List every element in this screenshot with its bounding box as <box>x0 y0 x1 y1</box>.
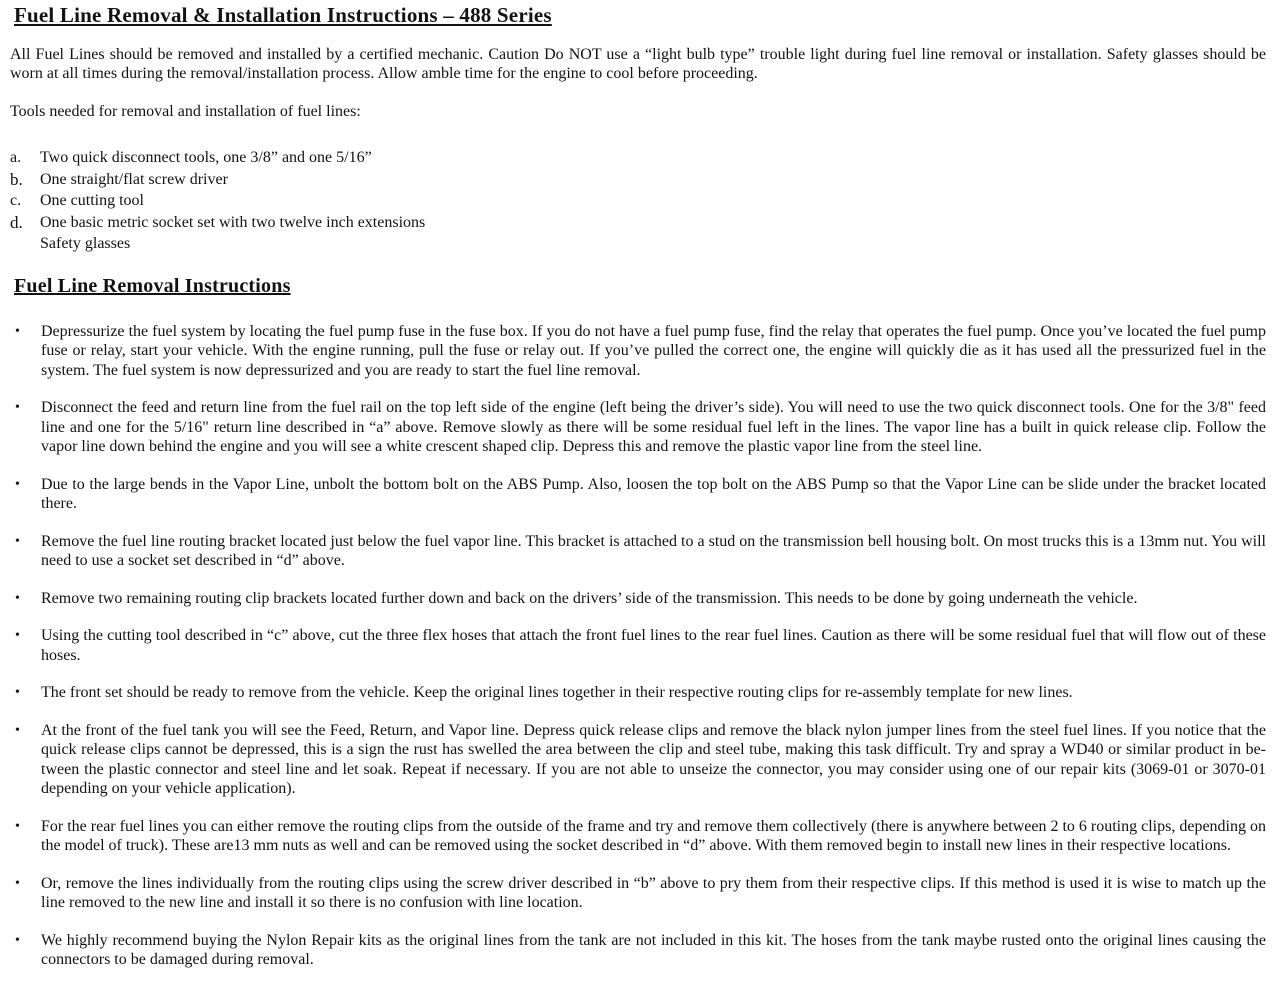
bullet-icon: • <box>15 685 20 700</box>
list-item-text: We highly recommend buying the Nylon Repair kits as the original lines from the tank are not included in this kit. The hoses from the tank maybe rusted onto the original lines causing the connectors to be damaged during removal. <box>41 931 1266 968</box>
list-item-text: Disconnect the feed and return line from the fuel rail on the top left side of the engine (left being the driver’s side). You will need to use the two quick disconnect tools. One for the 3/8" feed line and one for the 5/16" return line described in “a” above. Remove slowly as there will be some residual fuel left in the lines. The vapor line has a built in quick release clip. Follow the vapor line down behind the engine and you will see a white crescent shaped clip. Depress this and remove the plastic vapor line from the steel line. <box>41 399 1266 455</box>
intro-paragraph: All Fuel Lines should be removed and installed by a certified mechanic. Caution Do NOT use a “light bulb type” trouble light during fuel line removal or installation. Safety glasses should be worn at all times during the removal/installation process. Allow amble time for the engine to cool before proceeding. <box>10 46 1266 82</box>
document-title: Fuel Line Removal & Installation Instructions – 488 Series <box>14 3 552 27</box>
list-item-text: For the rear fuel lines you can either remove the routing clips from the outside of the frame and try and remove them collectively (there is anywhere between 2 to 6 routing clips, depending on the model of truck). These are13 mm nuts as well and can be removed using the socket described in “d” above. With them removed begin to install new lines in their respective locations. <box>41 817 1266 854</box>
bullet-icon: • <box>15 323 20 339</box>
bullet-icon: • <box>15 476 20 492</box>
list-item <box>10 931 1266 970</box>
list-item-text: One cutting tool <box>40 192 144 209</box>
list-item <box>10 233 1266 255</box>
list-item <box>10 683 1266 703</box>
bullet-icon: • <box>15 533 20 549</box>
list-marker <box>10 233 40 255</box>
tools-list <box>10 147 1266 255</box>
list-item-text: One straight/flat screw driver <box>40 170 228 188</box>
list-item-text: Safety glasses <box>40 235 131 252</box>
list-item <box>10 874 1266 913</box>
list-item-text: Using the cutting tool described in “c” above, cut the three flex hoses that attach the front fuel lines to the rear fuel lines. Caution as there will be some residual fuel that will flow out of these hoses. <box>41 627 1266 664</box>
list-item <box>10 398 1266 457</box>
list-item-text: Depressurize the fuel system by locating the fuel pump fuse in the fuse box. If you do not have a fuel pump fuse, find the relay that operates the fuel pump. Once you’ve located the fuel pump fuse or relay, start your vehicle. With the engine running, pull the fuse or relay out. If you’ve pulled the correct one, the engine will quickly die as it has used all the pressurized fuel in the system. The fuel system is now depressurized and you are ready to start the fuel line removal. <box>41 322 1266 379</box>
list-marker: c. <box>10 192 22 209</box>
bullet-icon: • <box>15 818 20 834</box>
section-heading: Fuel Line Removal Instructions <box>14 274 291 297</box>
list-marker: a. <box>10 149 22 166</box>
list-item <box>10 721 1266 799</box>
list-item-text: Remove the fuel line routing bracket located just below the fuel vapor line. This bracket is attached to a stud on the transmission bell housing bolt. On most trucks this is a 13mm nut. You will need to use a socket set described in “d” above. <box>41 532 1266 569</box>
bullet-icon: • <box>15 722 20 738</box>
bullet-icon: • <box>15 875 20 891</box>
list-item-text: Or, remove the lines individually from the routing clips using the screw driver described in “b” above to pry them from their respective clips. If this method is used it is wise to match up the line removed to the new line and install it so there is no confusion with line location. <box>41 874 1266 911</box>
list-item <box>10 817 1266 856</box>
bullet-icon: • <box>15 400 20 415</box>
bullet-icon: • <box>15 590 20 606</box>
list-item <box>10 147 1266 169</box>
bullet-icon: • <box>15 932 20 948</box>
list-item-text: The front set should be ready to remove from the vehicle. Keep the original lines together in their respective routing clips for re-assembly template for new lines. <box>41 684 1073 701</box>
list-item-text: One basic metric socket set with two twelve inch extensions <box>40 213 426 231</box>
bullet-icon: • <box>15 628 20 643</box>
list-item <box>10 626 1266 665</box>
list-marker: b. <box>10 169 23 189</box>
list-item-text: At the front of the fuel tank you will see the Feed, Return, and Vapor line. Depress quick release clips and remove the black nylon jumper lines from the steel fuel lines. If you notice that the quick release clips cannot be depressed, this is a sign the rust has swelled the area between the clip and steel tube, making this task difficult. Try and spray a WD40 or similar product in be-tween the plastic connector and steel line and let soak. Repeat if necessary. If you are not able to unseize the connector, you may consider using one of our repair kits (3069-01 or 3070-01 depending on your vehicle application). <box>41 721 1266 797</box>
list-item-text: Due to the large bends in the Vapor Line, unbolt the bottom bolt on the ABS Pump. Also, loosen the top bolt on the ABS Pump so that the Vapor Line can be slide under the bracket located there. <box>41 475 1266 512</box>
list-item <box>10 532 1266 571</box>
list-marker: d. <box>10 212 23 232</box>
list-item <box>10 475 1266 514</box>
list-item <box>10 589 1266 609</box>
list-item <box>10 190 1266 212</box>
instruction-steps-list <box>10 322 1266 970</box>
tools-list-heading: Tools needed for removal and installation of fuel lines: <box>10 103 361 120</box>
list-item-text: Remove two remaining routing clip brackets located further down and back on the drivers’ side of the transmission. This needs to be done by going underneath the vehicle. <box>41 589 1138 607</box>
list-item <box>10 322 1266 381</box>
list-item <box>10 212 1266 234</box>
list-item <box>10 169 1266 191</box>
list-item-text: Two quick disconnect tools, one 3/8” and one 5/16” <box>40 149 372 166</box>
